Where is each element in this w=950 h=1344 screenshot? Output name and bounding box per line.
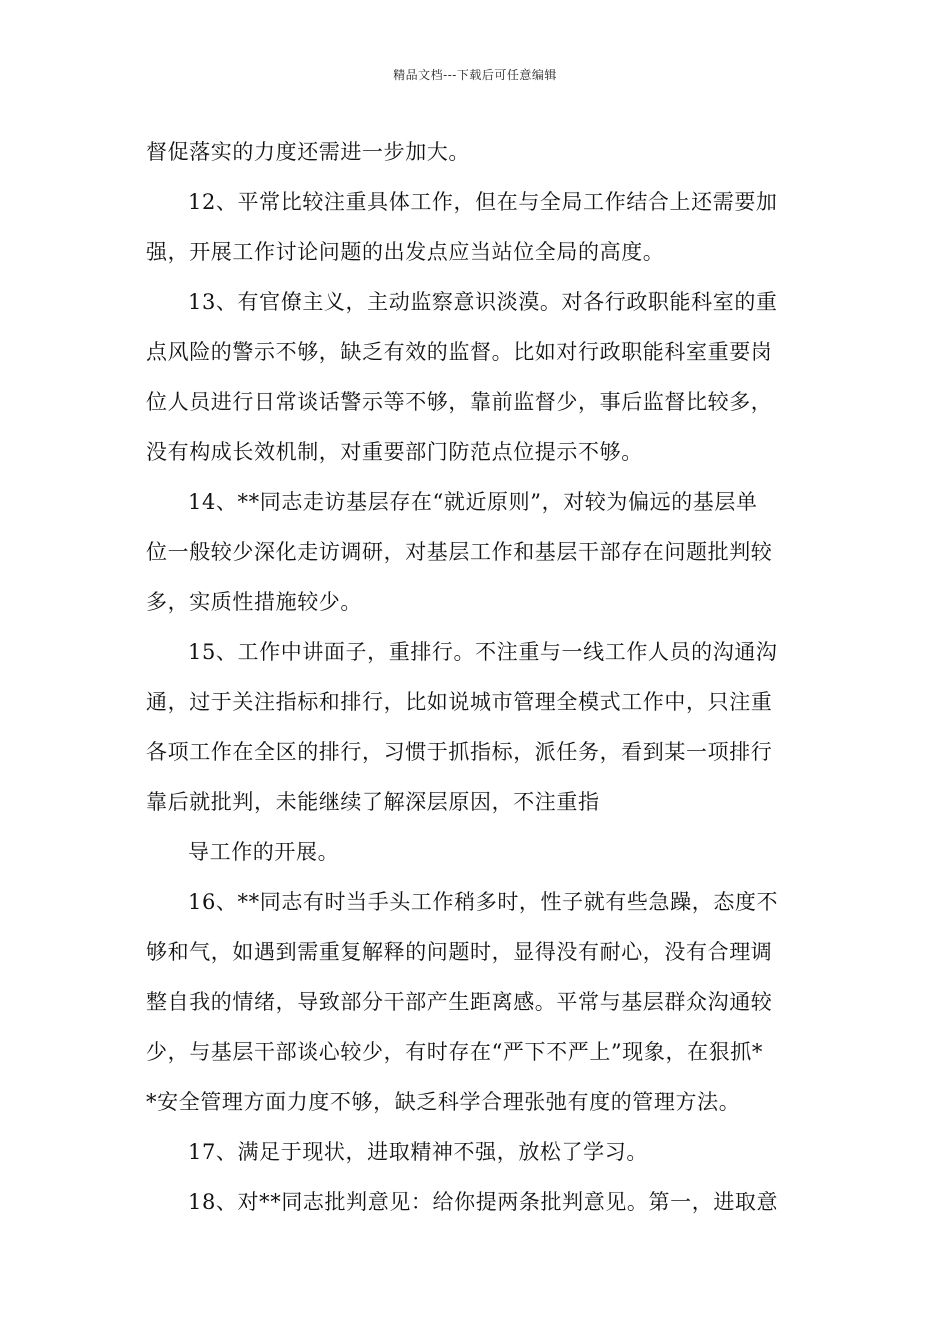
text-line: 通，过于关注指标和排行，比如说城市管理全模式工作中，只注重 xyxy=(146,690,773,714)
text-line: 多，实质性措施较少。 xyxy=(146,590,362,614)
text-line: 12、平常比较注重具体工作，但在与全局工作结合上还需要加 xyxy=(188,190,778,214)
document-body xyxy=(146,127,810,1227)
text-line: 够和气，如遇到需重复解释的问题时，显得没有耐心，没有合理调 xyxy=(146,940,773,964)
text-line: 少，与基层干部谈心较少，有时存在“严下不严上”现象，在狠抓* xyxy=(146,1040,763,1064)
text-line: 点风险的警示不够，缺乏有效的监督。比如对行政职能科室重要岗 xyxy=(146,340,773,364)
text-line: 位一般较少深化走访调研，对基层工作和基层干部存在问题批判较 xyxy=(146,540,773,564)
text-line: 强，开展工作讨论问题的出发点应当站位全局的高度。 xyxy=(146,240,665,264)
text-line: 靠后就批判，未能继续了解深层原因，不注重指 xyxy=(146,790,600,814)
text-line: 位人员进行日常谈话警示等不够，靠前监督少，事后监督比较多， xyxy=(146,390,773,414)
text-line: 16、**同志有时当手头工作稍多时，性子就有些急躁，态度不 xyxy=(188,890,779,914)
text-line: 13、有官僚主义，主动监察意识淡漠。对各行政职能科室的重 xyxy=(188,290,778,314)
text-line: 18、对**同志批判意见：给你提两条批判意见。第一，进取意 xyxy=(188,1190,779,1214)
text-line: *安全管理方面力度不够，缺乏科学合理张弛有度的管理方法。 xyxy=(146,1090,741,1114)
text-line: 17、满足于现状，进取精神不强，放松了学习。 xyxy=(188,1140,648,1164)
text-line: 15、工作中讲面子，重排行。不注重与一线工作人员的沟通沟 xyxy=(188,640,778,664)
text-line: 各项工作在全区的排行，习惯于抓指标，派任务，看到某一项排行 xyxy=(146,740,773,764)
text-line: 整自我的情绪，导致部分干部产生距离感。平常与基层群众沟通较 xyxy=(146,990,773,1014)
text-line: 14、**同志走访基层存在“就近原则”，对较为偏远的基层单 xyxy=(188,490,758,514)
text-line: 导工作的开展。 xyxy=(188,840,340,864)
text-line: 督促落实的力度还需进一步加大。 xyxy=(146,140,470,164)
text-line: 没有构成长效机制，对重要部门防范点位提示不够。 xyxy=(146,440,643,464)
page-header: 精品文档---下载后可任意编辑 xyxy=(393,68,557,82)
